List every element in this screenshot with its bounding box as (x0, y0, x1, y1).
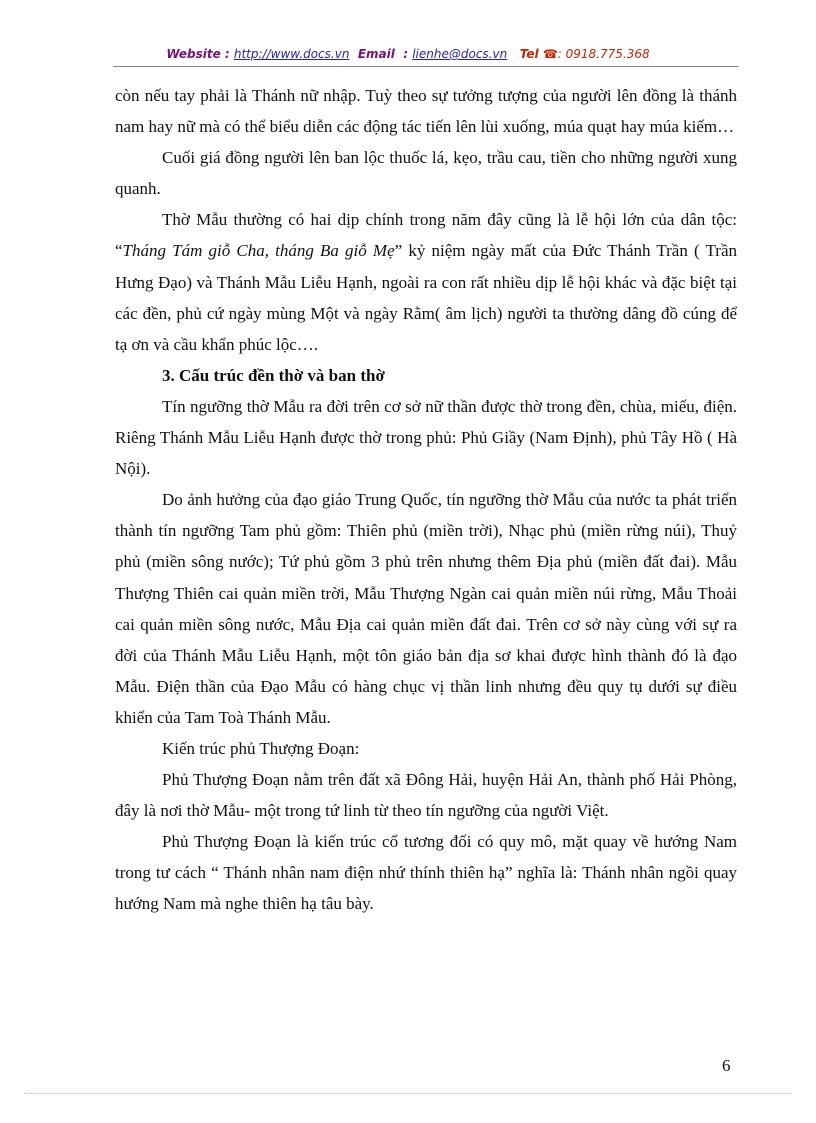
section-heading: 3. Cấu trúc đền thờ và ban thờ (162, 365, 385, 385)
paragraph-6: Kiến trúc phủ Thượng Đoạn: (162, 738, 360, 758)
email-separator: : (403, 47, 409, 61)
page-number: 6 (722, 1056, 731, 1075)
tel-label: Tel (519, 47, 539, 61)
phone-icon: ☎ (542, 47, 558, 61)
paragraph-4: Tín ngưỡng thờ Mẫu ra đời trên cơ sở nữ thần được thờ trong đền, chùa, miếu, điện. Riêng Thánh Mẫu Liễu Hạnh được thờ trong phủ: Phủ Giầy (Nam Định), phủ Tây Hồ ( Hà Nội). (115, 396, 737, 479)
email-link[interactable]: lienhe@docs.vn (412, 47, 508, 61)
paragraph-3-quote: Tháng Tám giỗ Cha, tháng Ba giỗ Mẹ (122, 241, 395, 261)
paragraph-3 (115, 204, 737, 359)
paragraph-2: Cuối giá đồng người lên ban lộc thuốc lá, kẹo, trầu cau, tiền cho những người xung quanh. (115, 148, 737, 199)
footer-divider (24, 1093, 792, 1094)
phone-number: : 0918.775.368 (557, 47, 650, 61)
paragraph-1: còn nếu tay phải là Thánh nữ nhập. Tuỳ theo sự tưởng tượng của người lên đồng là thánh nam hay nữ mà có thể biểu diễn các động tác tiến lên lùi xuống, múa quạt hay múa kiếm… (115, 86, 737, 137)
paragraph-7: Phủ Thượng Đoạn nằm trên đất xã Đông Hải, huyện Hải An, thành phố Hải Phòng, đây là nơi thờ Mẫu- một trong tứ linh từ theo tín ngưỡng của người Việt. (115, 770, 737, 821)
page-header (0, 47, 816, 61)
header-divider (113, 66, 739, 67)
paragraph-3-end: ” kỷ niệm ngày mất của Đức Thánh Trần ( Trần Hưng Đạo) và Thánh Mẫu Liễu Hạnh, ngoài ra con rất nhiều dịp lễ hội khác và đặc biệt tại các đền, phủ cứ ngày mùng Một và ngày Rằm( âm lịch) người ta thường dâng đồ cúng để tạ ơn và cầu khẩn phúc lộc…. (115, 241, 737, 354)
email-label: Email (357, 47, 395, 61)
document-body (115, 80, 737, 920)
website-label: Website : (166, 47, 230, 61)
paragraph-5: Do ảnh hưởng của đạo giáo Trung Quốc, tín ngưỡng thờ Mẫu của nước ta phát triển thành tín ngưỡng Tam phủ gồm: Thiên phủ (miền trời), Nhạc phủ (miền rừng núi), Thuỷ phủ (miền sông nước); Tứ phủ gồm 3 phủ trên nhưng thêm Địa phủ (miền đất đai). Mẫu Thượng Thiên cai quản miền trời, Mẫu Thượng Ngàn cai quản miền núi rừng, Mẫu Thoải cai quản miền sông nước, Mẫu Địa cai quản miền đất đai. Trên cơ sở này cùng với sự ra đời của Thánh Mẫu Liễu Hạnh, một tôn giáo bản địa sơ khai được hình thành đó là đạo Mẫu. Điện thần của Đạo Mẫu có hàng chục vị thần linh nhưng đều quy tụ dưới sự điều khiển của Tam Toà Thánh Mẫu. (115, 490, 737, 727)
paragraph-8: Phủ Thượng Đoạn là kiến trúc cổ tương đối có quy mô, mặt quay về hướng Nam trong tư cách “ Thánh nhân nam điện nhứ thính thiên hạ” nghĩa là: Thánh nhân ngồi quay hướng Nam mà nghe thiên hạ tâu bày. (115, 832, 737, 914)
website-link[interactable]: http://www.docs.vn (233, 47, 350, 61)
paragraph-3-start: Thờ Mẫu thường có hai dịp chính trong năm đây cũng là lễ hội lớn của dân tộc: “ (115, 210, 737, 261)
